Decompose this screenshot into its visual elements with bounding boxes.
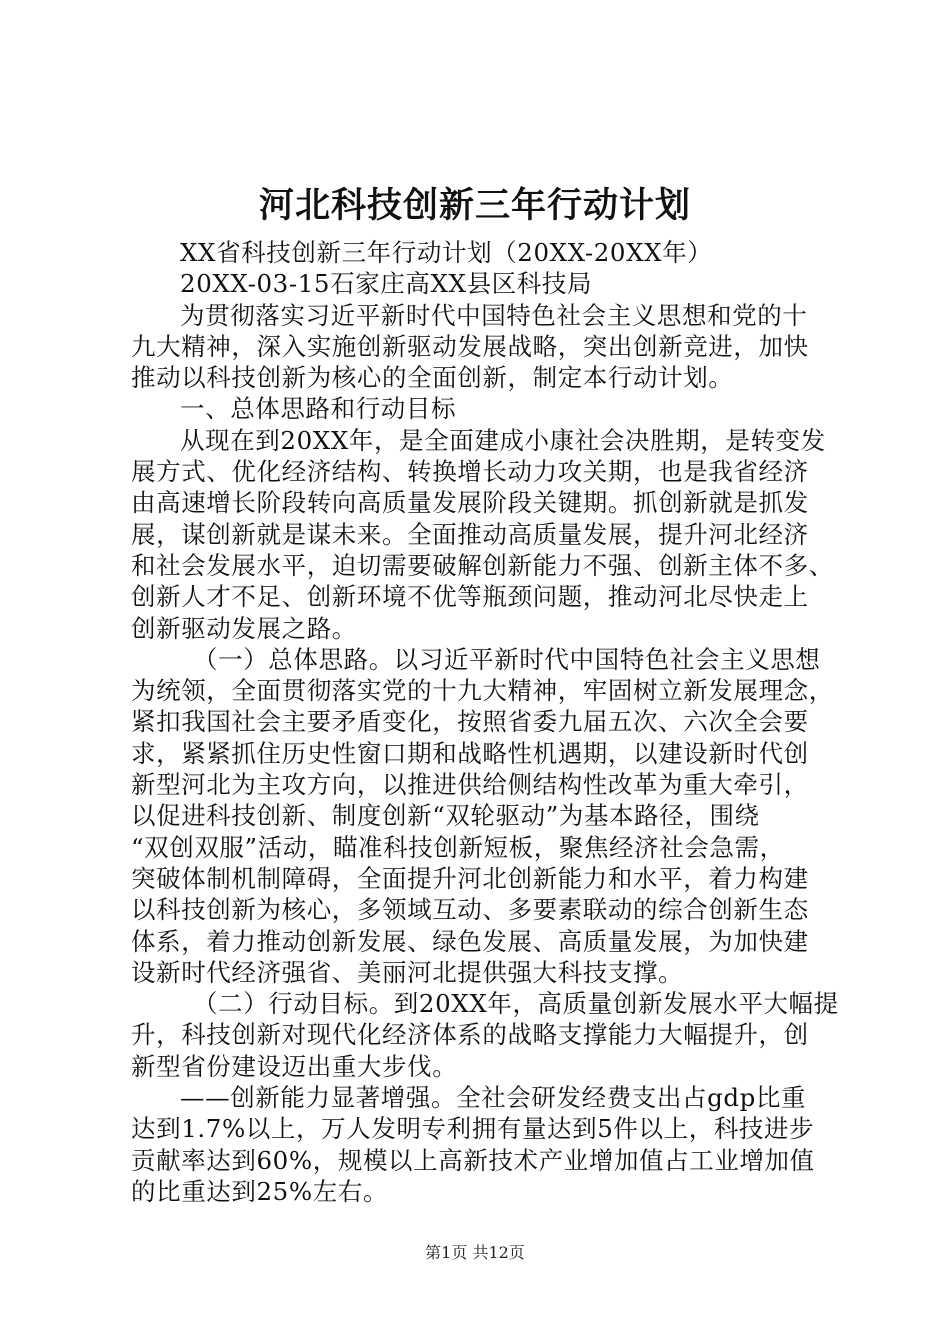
section-heading: 一、总体思路和行动目标 (180, 394, 457, 424)
paragraph-line: 为统领，全面贯彻落实党的十九大精神，牢固树立新发展理念， (131, 676, 834, 706)
paragraph-line: 达到1.7%以上，万人发明专利拥有量达到5件以上，科技进步 (131, 1114, 815, 1144)
paragraph-line: 求，紧紧抓住历史性窗口期和战略性机遇期，以建设新时代创 (131, 738, 809, 768)
document-body (131, 237, 837, 1207)
paragraph-line: （二）行动目标。到20XX年，高质量创新发展水平大幅提 (193, 989, 839, 1019)
paragraph-line: 紧扣我国社会主要矛盾变化，按照省委九届五次、六次全会要 (131, 707, 809, 737)
page-number: 第1页 共12页 (425, 1243, 525, 1262)
paragraph-line: ——创新能力显著增强。全社会研发经费支出占gdp比重 (180, 1083, 807, 1113)
paragraph-line: 为贯彻落实习近平新时代中国特色社会主义思想和党的十 (180, 300, 808, 330)
paragraph-line: 体系，着力推动创新发展、绿色发展、高质量发展，为加快建 (131, 926, 809, 956)
date-source-line: 20XX-03-15石家庄高XX县区科技局 (180, 269, 593, 299)
paragraph-line: 由高速增长阶段转向高质量发展阶段关键期。抓创新就是抓发 (131, 488, 809, 518)
paragraph-line: 创新人才不足、创新环境不优等瓶颈问题，推动河北尽快走上 (131, 582, 809, 612)
paragraph-line: 以科技创新为核心，多领域互动、多要素联动的综合创新生态 (131, 895, 809, 925)
subtitle-line: XX省科技创新三年行动计划（20XX-20XX年） (180, 238, 713, 267)
paragraph-line: “双创双服”活动，瞄准科技创新短板，聚焦经济社会急需， (131, 832, 785, 862)
paragraph-line: 创新驱动发展之路。 (131, 613, 357, 643)
paragraph-line: 和社会发展水平，迫切需要破解创新能力不强、创新主体不多、 (131, 550, 834, 580)
paragraph-line: （一）总体思路。以习近平新时代中国特色社会主义思想 (193, 644, 821, 674)
paragraph-line: 新型省份建设迈出重大步伐。 (131, 1051, 458, 1081)
paragraph-line: 升，科技创新对现代化经济体系的战略支撑能力大幅提升，创 (131, 1020, 809, 1050)
paragraph-line: 设新时代经济强省、美丽河北提供强大科技支撑。 (131, 957, 684, 987)
page-footer (0, 1242, 950, 1264)
paragraph-line: 新型河北为主攻方向，以推进供给侧结构性改革为重大牵引， (131, 770, 809, 800)
paragraph-line: 贡献率达到60%，规模以上高新技术产业增加值占工业增加值 (131, 1145, 815, 1175)
paragraph-line: 展方式、优化经济结构、转换增长动力攻关期，也是我省经济 (131, 457, 809, 487)
paragraph-line: 展，谋创新就是谋未来。全面推动高质量发展，提升河北经济 (131, 519, 809, 549)
paragraph-line: 从现在到20XX年，是全面建成小康社会决胜期，是转变发 (180, 425, 826, 455)
paragraph-line: 的比重达到25%左右。 (131, 1176, 389, 1206)
paragraph-line: 以促进科技创新、制度创新“双轮驱动”为基本路径，围绕 (131, 801, 760, 831)
paragraph-line: 突破体制机制障碍，全面提升河北创新能力和水平，着力构建 (131, 863, 809, 893)
paragraph-line: 推动以科技创新为核心的全面创新，制定本行动计划。 (131, 363, 734, 393)
document-title: 河北科技创新三年行动计划 (258, 185, 691, 226)
paragraph-line: 九大精神，深入实施创新驱动发展战略，突出创新竞进，加快 (131, 331, 809, 361)
